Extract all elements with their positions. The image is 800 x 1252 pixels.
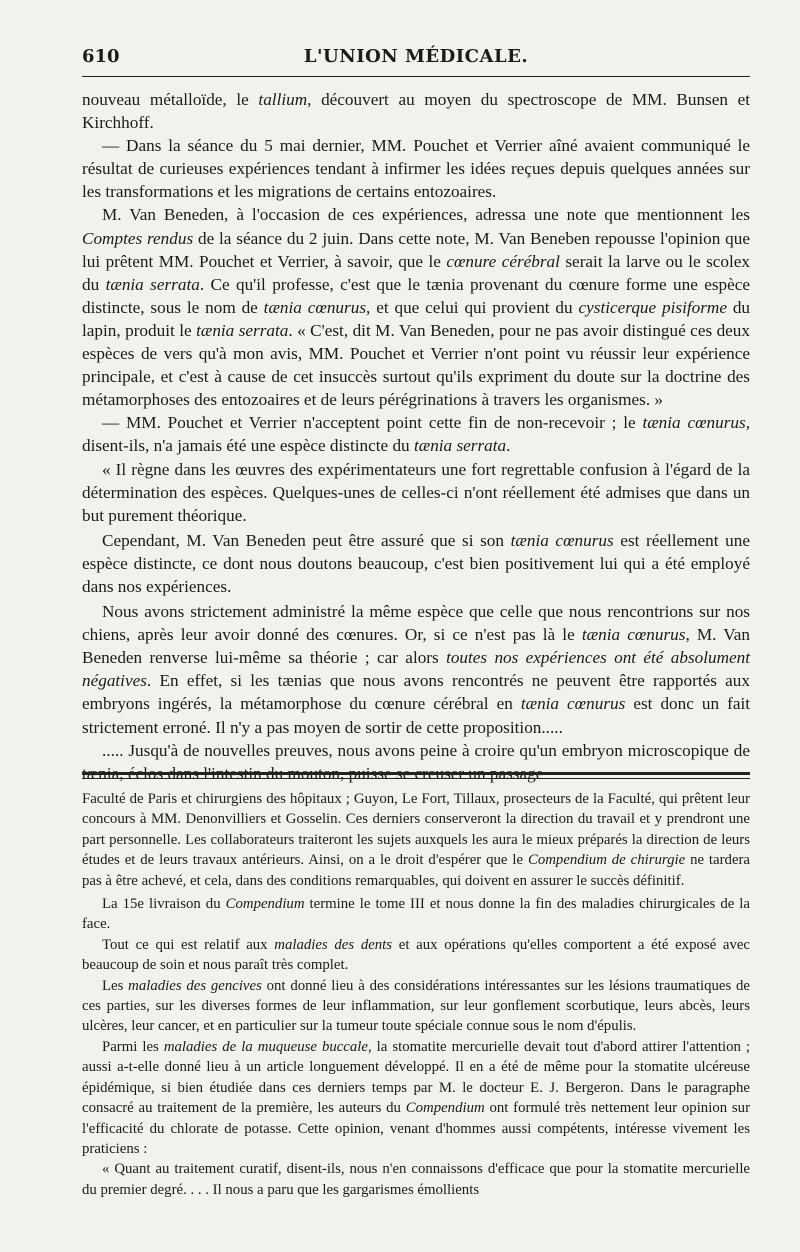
italic-term: Compendium [225, 896, 305, 913]
main-paragraph: Nous avons strictement administré la même espèce que celle que nous rencontrions sur nos chiens, après leur avoir donné des cœnures. Or, si ce n'est pas là le tænia cœnurus, M. Van Beneden renverse lui-même sa théorie ; car alors toutes nos expériences ont été absolument négatives. En effet, si les tænias que nous avons rencontrés ne peuvent être rapportés aux embryons ingérés, la métamorphose du cœnure cérébral en tænia cœnurus est donc un fait strictement erroné. Il n'y a pas moyen de sortir de cette proposition..... [82, 602, 751, 737]
italic-term: Comptes rendus [82, 228, 194, 248]
italic-term: tænia cœnurus [520, 694, 626, 714]
footer-paragraph: Parmi les maladies de la muqueuse buccale, la stomatite mercurielle devait tout d'abord attirer l'attention ; aussi a-t-elle donné lieu à un article longuement développé. Il en a été de même pour la stomatite ulcéreuse épidémique, si bien étudiée dans ces derniers temps par M. le docteur E. J. Bergeron. Dans le paragraphe consacré au traitement de la première, les auteurs du Compendium ont formulé très nettement leur opinion sur l'efficacité du chlorate de potasse. Cette opinion, venant d'hommes aussi compétents, intéresse vivement les praticiens : [82, 1038, 750, 1157]
italic-term: toutes nos expériences ont été absolument négatives [82, 648, 751, 691]
running-header [82, 40, 750, 74]
italic-term: cysticerque pisiforme [578, 297, 727, 317]
footer-separator [82, 772, 750, 779]
italic-term: tænia serrata [413, 436, 507, 456]
main-paragraph: ..... Jusqu'à de nouvelles preuves, nous avons peine à croire qu'un embryon microscopique de tænia, éclos dans l'intestin du mouton, puisse se creuser un passage [82, 740, 750, 783]
italic-term: cœnure cérébral [446, 251, 560, 271]
main-paragraph: — MM. Pouchet et Verrier n'acceptent point cette fin de non-recevoir ; le tænia cœnurus, disent-ils, n'a jamais été une espèce distincte du tænia serrata. [82, 413, 751, 456]
italic-term: Compendium [405, 1100, 485, 1117]
italic-term: tænia cœnurus [581, 625, 686, 645]
footer-paragraph: Les maladies des gencives ont donné lieu à des considérations intéressantes sur les lésions traumatiques de ces parties, sur les diverses formes de leur inflammation, sur leur gonflement scorbutique, leurs abcès, leurs ulcères, leur cancer, et en particulier sur la tumeur toute spéciale connue sous le nom d'épulis. [82, 977, 750, 1035]
italic-term: tænia serrata [196, 320, 289, 340]
footer-paragraph: La 15e livraison du Compendium termine le tome III et nous donne la fin des maladies chirurgicales de la face. [82, 896, 750, 933]
italic-term: tallium [258, 90, 308, 109]
main-text [82, 88, 750, 785]
italic-term: tænia cœnurus [510, 530, 614, 550]
main-paragraph: nouveau métalloïde, le tallium, découvert au moyen du spectroscope de MM. Bunsen et Kirchhoff. [82, 90, 750, 133]
journal-title: L'UNION MÉDICALE. [303, 46, 529, 67]
main-paragraph: — Dans la séance du 5 mai dernier, MM. Pouchet et Verrier aîné avaient communiqué le résultat de curieuses expériences tendant à infirmer les idées reçues depuis quelques années sur les transformations et les migrations de certains entozoaires. [82, 136, 750, 202]
footer-paragraph: « Quant au traitement curatif, disent-ils, nous n'en connaissons d'efficace que pour la stomatite mercurielle du premier degré. . . . Il nous a paru que les gargarismes émollients [82, 1161, 750, 1198]
italic-term: maladies des gencives [128, 977, 262, 994]
main-paragraph: « Il règne dans les œuvres des expérimentateurs une fort regrettable confusion à l'égard de la détermination des espèces. Quelques-unes de celles-ci n'ont réellement été admises que dans un but purement théorique. [82, 459, 750, 525]
main-paragraph: Cependant, M. Van Beneden peut être assuré que si son tænia cœnurus est réellement une espèce distincte, ce dont nous doutons beaucoup, c'est bien positivement lui qui a été employé dans nos expériences. [82, 530, 750, 596]
italic-term: maladies des dents [274, 936, 393, 953]
italic-term: tænia serrata [105, 274, 200, 294]
header-rule [82, 76, 750, 77]
feuilleton-text [82, 789, 750, 1200]
italic-term: tænia cœnurus [263, 297, 367, 317]
footer-paragraph: Tout ce qui est relatif aux maladies des dents et aux opérations qu'elles comportent a été exposé avec beaucoup de soin et nous paraît très complet. [82, 936, 750, 974]
page-number: 610 [82, 46, 120, 67]
italic-term: Compendium de chirurgie [527, 852, 686, 869]
italic-term: tænia cœnurus [642, 413, 746, 433]
main-paragraph: M. Van Beneden, à l'occasion de ces expériences, adressa une note que mentionnent les Comptes rendus de la séance du 2 juin. Dans cette note, M. Van Beneben repousse l'opinion que lui prêtent MM. Pouchet et Verrier, à savoir, que le cœnure cérébral serait la larve ou le scolex du tænia serrata. Ce qu'il professe, c'est que le tænia provenant du cœnure forme une espèce distincte, sous le nom de tænia cœnurus, et que celui qui provient du cysticerque pisiforme du lapin, produit le tænia serrata. « C'est, dit M. Van Beneden, pour ne pas avoir distingué ces deux espèces de vers qu'à mon avis, MM. Pouchet et Verrier n'ont point vu réussir leur expérience principale, et c'est à cause de cet insuccès surtout qu'ils expriment du doute sur la doctrine des métamorphoses des entozoaires et de leurs pérégrinations à travers les organismes. » [82, 205, 751, 410]
footer-paragraph: Faculté de Paris et chirurgiens des hôpitaux ; Guyon, Le Fort, Tillaux, prosecteurs de la Faculté, qui prêtent leur concours à MM. Denonvilliers et Gosselin. Ces derniers conserveront la direction du travail et y prendront une part personnelle. Les collaborateurs traiteront les sujets auxquels les aura le mieux préparés la direction de leurs études et de leurs travaux antérieurs. Ainsi, on a le droit d'espérer que le Compendium de chirurgie ne tardera pas à être achevé, et cela, dans des conditions remarquables, qui doivent en assurer le succès définitif. [82, 791, 751, 889]
italic-term: maladies de la muqueuse buccale [163, 1038, 368, 1055]
